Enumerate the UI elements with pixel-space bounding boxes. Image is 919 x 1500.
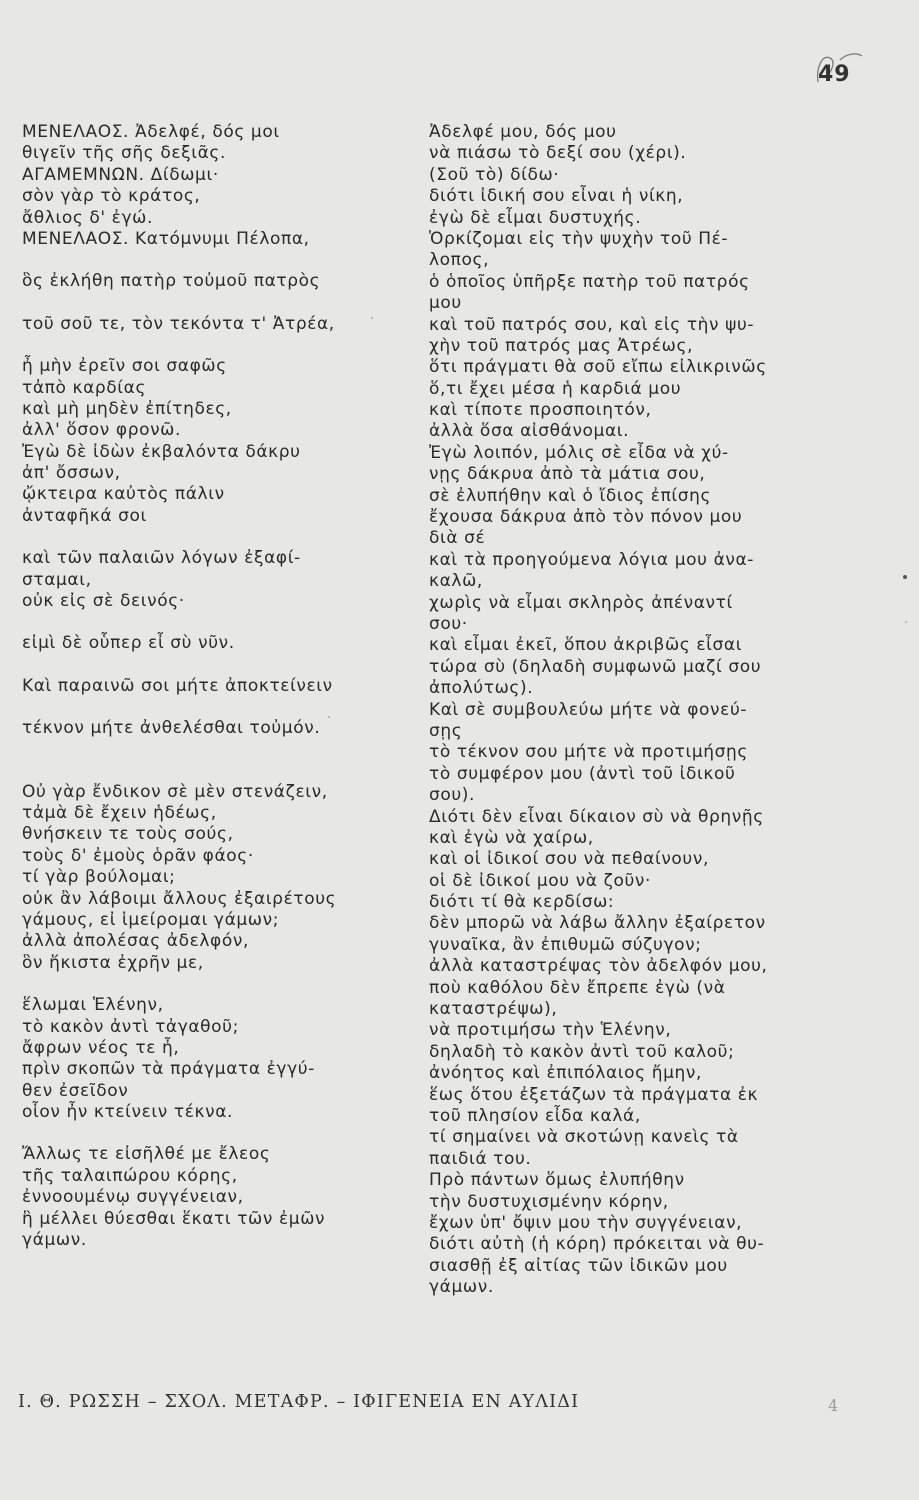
translation-line: τὴν δυστυχισμένην κόρην, xyxy=(429,1191,669,1212)
ancient-text-line: ἄφρων νέος τε ἦ, xyxy=(22,1037,180,1058)
ancient-text-line: γάμους, εἰ ἱμείρομαι γάμων; xyxy=(22,909,280,930)
ancient-text-line: καὶ τῶν παλαιῶν λόγων ἐξαφί- xyxy=(22,548,301,569)
ancient-text-line: ἄθλιος δ' ἐγώ. xyxy=(22,207,153,228)
ancient-text-line: ὃς ἐκλήθη πατὴρ τοὐμοῦ πατρὸς xyxy=(22,271,321,292)
translation-line: καταστρέψω), xyxy=(429,999,558,1020)
ancient-text-line: ἀπ' ὄσσων, xyxy=(22,463,121,484)
ancient-text-line: εἰμὶ δὲ οὗπερ εἶ σὺ νῦν. xyxy=(22,633,235,654)
translation-line: σὲ ἐλυπήθην καὶ ὁ ἴδιος ἐπίσης xyxy=(429,485,712,506)
ancient-text-line: σταμαι, xyxy=(22,569,92,590)
translation-line: σῃς xyxy=(429,720,463,741)
ancient-text-line: γάμων. xyxy=(22,1230,87,1251)
translation-line: σιασθῇ ἐξ αἰτίας τῶν ἰδικῶν μου xyxy=(429,1255,728,1276)
translation-line: ἐγὼ δὲ εἶμαι δυστυχής. xyxy=(429,207,642,228)
translation-line: δὲν μπορῶ νὰ λάβω ἄλλην ἐξαίρετον xyxy=(429,913,766,934)
translation-line: δηλαδὴ τὸ κακὸν ἀντὶ τοῦ καλοῦ; xyxy=(429,1041,735,1062)
corner-mark: 4 xyxy=(828,1396,839,1415)
translation-line: διὰ σέ xyxy=(429,528,486,549)
translation-line: ὅτι πράγματι θὰ σοῦ εἴπω εἰλικρινῶς xyxy=(429,357,767,378)
translation-line: ἔχων ὑπ' ὄψιν μου τὴν συγγένειαν, xyxy=(429,1212,743,1233)
translation-line: Καὶ σὲ συμβουλεύω μήτε νὰ φονεύ- xyxy=(429,699,748,720)
ancient-greek-text-column xyxy=(22,122,422,1251)
ancient-text-line: θνήσκειν τε τοὺς σούς, xyxy=(22,824,234,845)
translation-line: νῃς δάκρυα ἀπὸ τὰ μάτια σου, xyxy=(429,464,706,485)
translation-line: καὶ ἐγὼ νὰ χαίρω, xyxy=(429,827,594,848)
translation-line: καὶ τὰ προηγούμενα λόγια μου ἀνα- xyxy=(429,549,755,570)
ancient-text-line: τἀμὰ δὲ ἔχειν ἡδέως, xyxy=(22,802,217,823)
ancient-text-line: πρὶν σκοπῶν τὰ πράγματα ἐγγύ- xyxy=(22,1059,315,1080)
translation-line: σου· xyxy=(429,613,468,634)
translation-line: νὰ προτιμήσω τὴν Ἑλένην, xyxy=(429,1020,672,1041)
ancient-text-line: ἐννοουμένῳ συγγένειαν, xyxy=(22,1187,244,1208)
ancient-text-line: ἣ μέλλει θύεσθαι ἕκατι τῶν ἐμῶν xyxy=(22,1208,326,1229)
translation-line: καὶ οἱ ἰδικοί σου νὰ πεθαίνουν, xyxy=(429,849,709,870)
ancient-text-line: ΑΓΑΜΕΜΝΩΝ. Δίδωμι· xyxy=(22,164,219,185)
page-number: 49 xyxy=(818,62,851,87)
translation-line: τοῦ πλησίον εἶδα καλά, xyxy=(429,1105,641,1126)
translation-line: Διότι δὲν εἶναι δίκαιον σὺ νὰ θρηνῇς xyxy=(429,806,764,827)
ancient-text-line: ἀλλὰ ἀπολέσας ἀδελφόν, xyxy=(22,931,249,952)
translation-line: καὶ εἶμαι ἐκεῖ, ὅπου ἀκριβῶς εἶσαι xyxy=(429,635,743,656)
translation-line: σου). xyxy=(429,785,476,806)
translation-line: διότι ἰδική σου εἶναι ἡ νίκη, xyxy=(429,186,684,207)
translation-line: καλῶ, xyxy=(429,571,483,592)
translation-line: καὶ τίποτε προσποιητόν, xyxy=(429,400,652,421)
translation-line: καὶ τοῦ πατρός σου, καὶ εἰς τὴν ψυ- xyxy=(429,314,755,335)
ancient-text-line: ἀνταφῆκά σοι xyxy=(22,505,147,526)
translation-line: ὁ ὁποῖος ὑπῆρξε πατὴρ τοῦ πατρός xyxy=(429,271,750,292)
translation-line: διότι τί θὰ κερδίσω: xyxy=(429,892,615,913)
ancient-text-line: οἷον ἦν κτείνειν τέκνα. xyxy=(22,1102,234,1123)
translation-line: ὅ,τι ἔχει μέσα ἡ καρδιά μου xyxy=(429,378,682,399)
translation-line: χὴν τοῦ πατρός μας Ἀτρέως, xyxy=(429,335,694,356)
translation-line: γυναῖκα, ἂν ἐπιθυμῶ σύζυγον; xyxy=(429,934,702,955)
translation-line: τί σημαίνει νὰ σκοτώνῃ κανεὶς τὰ xyxy=(429,1127,739,1148)
translation-line: χωρὶς νὰ εἶμαι σκληρὸς ἀπέναντί xyxy=(429,592,733,613)
ancient-text-line: ἀλλ' ὅσον φρονῶ. xyxy=(22,420,182,441)
translation-line: ἀλλὰ ὅσα αἰσθάνομαι. xyxy=(429,421,630,442)
ancient-text-line: ἕλωμαι Ἑλένην, xyxy=(22,995,164,1016)
translation-line: Ἐγὼ λοιπόν, μόλις σὲ εἶδα νὰ χύ- xyxy=(429,442,729,463)
translation-line: (Σοῦ τὸ) δίδω· xyxy=(429,164,560,185)
ancient-text-line: τοὺς δ' ἐμοὺς ὁρᾶν φάος· xyxy=(22,845,254,866)
translation-line: νὰ πιάσω τὸ δεξί σου (χέρι). xyxy=(429,143,687,164)
ancient-text-line: ἦ μὴν ἐρεῖν σοι σαφῶς xyxy=(22,356,227,377)
ancient-text-line: τὸ κακὸν ἀντὶ τἀγαθοῦ; xyxy=(22,1016,239,1037)
translation-line: ἀνόητος καὶ ἐπιπόλαιος ἤμην, xyxy=(429,1063,702,1084)
ancient-text-line: θεν ἐσεῖδον xyxy=(22,1080,129,1101)
translation-line: διότι αὐτὴ (ἡ κόρη) πρόκειται νὰ θυ- xyxy=(429,1234,765,1255)
translation-line: τὸ συμφέρον μου (ἀντὶ τοῦ ἰδικοῦ xyxy=(429,763,736,784)
ancient-text-line: ΜΕΝΕΛΑΟΣ. Κατόμνυμι Πέλοπα, xyxy=(22,228,310,249)
ancient-text-line: τἀπὸ καρδίας xyxy=(22,377,147,398)
ancient-text-line: Οὐ γὰρ ἔνδικον σὲ μὲν στενάζειν, xyxy=(22,781,328,802)
ancient-text-line: ΜΕΝΕΛΑΟΣ. Ἀδελφέ, δός μοι xyxy=(22,122,280,142)
translation-line: ποὺ καθόλου δὲν ἔπρεπε ἐγὼ (νὰ xyxy=(429,977,726,998)
ancient-text-line: θιγεῖν τῆς σῆς δεξιᾶς. xyxy=(22,143,226,164)
ancient-text-line: Ἐγὼ δὲ ἰδὼν ἐκβαλόντα δάκρυ xyxy=(22,441,301,462)
ancient-text-line: τῆς ταλαιπώρου κόρης, xyxy=(22,1165,238,1186)
ancient-text-line: ὃν ἥκιστα ἐχρῆν με, xyxy=(22,952,204,973)
translation-line: τὸ τέκνον σου μήτε νὰ προτιμήσῃς xyxy=(429,742,748,763)
ancient-text-line: οὐκ ἂν λάβοιμι ἄλλους ἐξαιρέτους xyxy=(22,888,337,909)
page-footer: Ι. Θ. ΡΩΣΣΗ – ΣΧΟΛ. ΜΕΤΑΦΡ. – ΙΦΙΓΕΝΕΙΑ ΕΝ ΑΥΛΙΔΙ xyxy=(18,1392,580,1412)
modern-greek-translation-column xyxy=(429,122,889,1298)
translation-line: Ὁρκίζομαι εἰς τὴν ψυχὴν τοῦ Πέ- xyxy=(429,228,729,249)
translation-line: τώρα σὺ (δηλαδὴ συμφωνῶ μαζί σου xyxy=(429,656,762,677)
translation-line: ἕως ὅτου ἐξετάζων τὰ πράγματα ἐκ xyxy=(429,1084,759,1105)
ancient-text-line: οὐκ εἰς σὲ δεινός· xyxy=(22,591,185,612)
translation-line: ἀλλὰ καταστρέψας τὸν ἀδελφόν μου, xyxy=(429,956,768,977)
translation-line: Ἀδελφέ μου, δός μου xyxy=(429,122,617,142)
ancient-text-line: καὶ μὴ μηδὲν ἐπίτηδες, xyxy=(22,398,232,419)
translation-line: γάμων. xyxy=(429,1277,494,1298)
ancient-text-line: Ἄλλως τε εἰσῆλθέ με ἔλεος xyxy=(22,1144,271,1165)
translation-line: ἔχουσα δάκρυα ἀπὸ τὸν πόνον μου xyxy=(429,507,743,528)
ancient-text-line: σὸν γὰρ τὸ κράτος, xyxy=(22,186,201,207)
ancient-text-line: τί γὰρ βούλομαι; xyxy=(22,867,176,888)
ancient-text-line: ᾤκτειρα καὐτὸς πάλιν xyxy=(22,484,225,505)
translation-line: λοπος, xyxy=(429,250,490,271)
translation-line: ἀπολύτως). xyxy=(429,678,534,699)
ancient-text-line: Καὶ παραινῶ σοι μήτε ἀποκτείνειν xyxy=(22,675,333,696)
translation-line: μου xyxy=(429,293,462,314)
translation-line: Πρὸ πάντων ὅμως ἐλυπήθην xyxy=(429,1170,685,1191)
translation-line: παιδιά του. xyxy=(429,1148,532,1169)
translation-line: οἱ δὲ ἰδικοί μου νὰ ζοῦν· xyxy=(429,870,651,891)
ancient-text-line: τοῦ σοῦ τε, τὸν τεκόντα τ' Ἀτρέα, xyxy=(22,313,335,334)
ancient-text-line: τέκνον μήτε ἀνθελέσθαι τοὐμόν. xyxy=(22,718,321,739)
